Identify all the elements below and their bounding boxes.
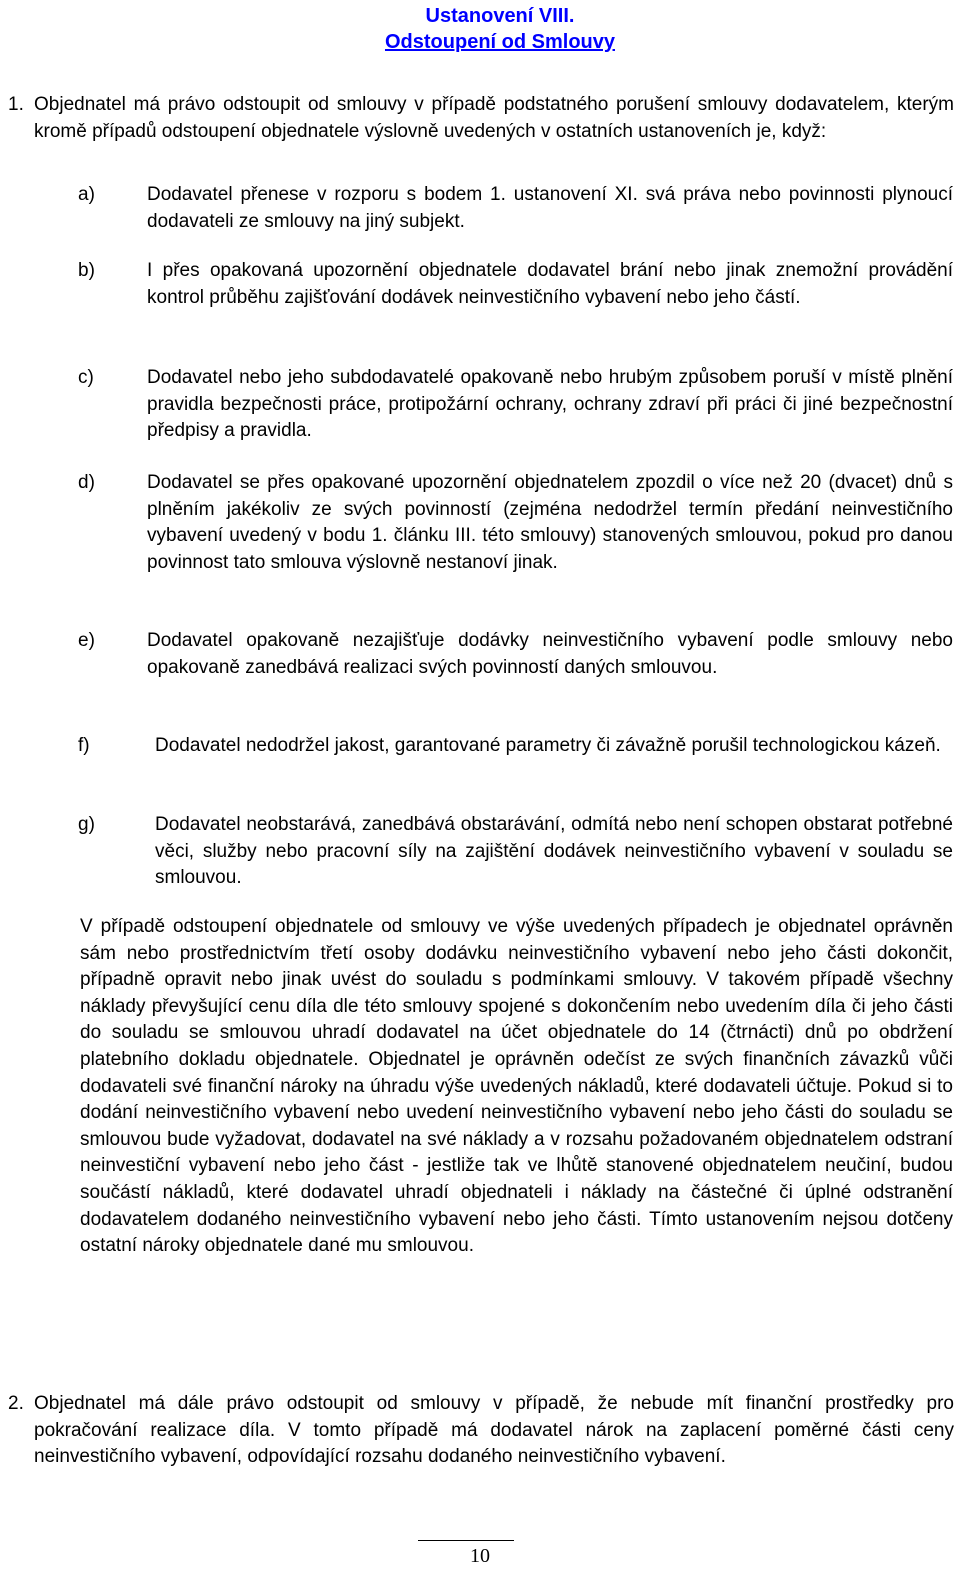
- item-a-label: a): [78, 184, 95, 205]
- item-f-text: Dodavatel nedodržel jakost, garantované parametry či závažně porušil technologickou kázeň.: [155, 735, 941, 756]
- item-d-text: Dodavatel se přes opakované upozornění objednatelem zpozdil o více než 20 (dvacet) dnů s plněním jakékoliv ze svých povinností (zejména nedodržel termín předání neinvestičního vybavení uvedený v bodu 1. článku III. této smlouvy) stanovených smlouvou, pokud pro danou povinnost tato smlouva výslovně nestanoví jinak.: [147, 472, 953, 573]
- section-heading: Ustanovení VIII.: [425, 5, 575, 27]
- item-a-text: Dodavatel přenese v rozporu s bodem 1. ustanovení XI. svá práva nebo povinnosti plynoucí dodavateli ze smlouvy na jiný subjekt.: [147, 184, 953, 232]
- clause-2-number: 2.: [8, 1393, 24, 1414]
- item-e-text: Dodavatel opakovaně nezajišťuje dodávky neinvestičního vybavení podle smlouvy nebo opakovaně zanedbává realizaci svých povinností daných smlouvou.: [147, 630, 953, 678]
- item-e-label: e): [78, 630, 95, 651]
- section-title: Odstoupení od Smlouvy: [384, 31, 615, 53]
- clause-2-text: Objednatel má dále právo odstoupit od smlouvy v případě, že nebude mít finanční prostředky pro pokračování realizace díla. V tomto případě má dodavatel nárok na zaplacení poměrné části ceny neinvestičního vybavení, odpovídající rozsahu dodaného neinvestičního vybavení.: [34, 1393, 954, 1468]
- item-d-label: d): [78, 472, 95, 493]
- item-b-text: I přes opakovaná upozornění objednatele dodavatel brání nebo jinak znemožní provádění kontrol průběhu zajišťování dodávek neinvestičního vybavení nebo jeho částí.: [147, 260, 953, 308]
- clause-1-closing: V případě odstoupení objednatele od smlouvy ve výše uvedených případech je objednatel oprávněn sám nebo prostřednictvím třetí osoby dodávku neinvestičního vybavení nebo jeho části dokončit, případně opravit nebo jinak uvést do souladu s podmínkami smlouvy. V takovém případě všechny náklady převyšující cenu díla dle této smlouvy spojené s dokončením nebo uvedením díla či jeho části do souladu se smlouvou uhradí dodavatel na účet objednatele do 14 (čtrnácti) dnů po obdržení platebního dokladu objednatele. Objednatel je oprávněn odečíst ze svých finančních závazků vůči dodavateli své finanční nároky na úhradu výše uvedených nákladů, které dodavateli účtuje. Pokud si to dodání neinvestičního vybavení nebo uvedení neinvestičního vybavení nebo jeho části do souladu se smlouvou bude vyžadovat, dodavatel na své náklady a v rozsahu požadovaném objednatelem odstraní neinvestiční vybavení nebo jeho část - jestliže tak ve lhůtě stanovené objednatelem neučiní, budou součástí nákladů, které dodavatel uhradí objednateli i náklady na částečné či úplné odstranění dodavatelem dodaného neinvestičního vybavení nebo jeho části. Tímto ustanovením nejsou dotčeny ostatní nároky objednatele dané mu smlouvou.: [80, 916, 953, 1257]
- item-g-label: g): [78, 814, 95, 835]
- clause-1-number: 1.: [8, 94, 24, 115]
- item-b-label: b): [78, 260, 95, 281]
- clause-1-intro: Objednatel má právo odstoupit od smlouvy v případě podstatného porušení smlouvy dodavatelem, kterým kromě případů odstoupení objednatele výslovně uvedených v ostatních ustanoveních je, když:: [34, 94, 954, 142]
- item-f-label: f): [78, 735, 90, 756]
- item-c-label: c): [78, 367, 94, 388]
- footer-divider: [418, 1540, 514, 1541]
- item-g-text: Dodavatel neobstarává, zanedbává obstarávání, odmítá nebo není schopen obstarat potřebné věci, služby nebo pracovní síly na zajištění dodávek neinvestičního vybavení v souladu se smlouvou.: [155, 814, 953, 889]
- page-number: 10: [470, 1545, 490, 1567]
- item-c-text: Dodavatel nebo jeho subdodavatelé opakovaně nebo hrubým způsobem poruší v místě plnění pravidla bezpečnosti práce, protipožární ochrany, ochrany zdraví při práci či jiné bezpečnostní předpisy a pravidla.: [147, 367, 953, 442]
